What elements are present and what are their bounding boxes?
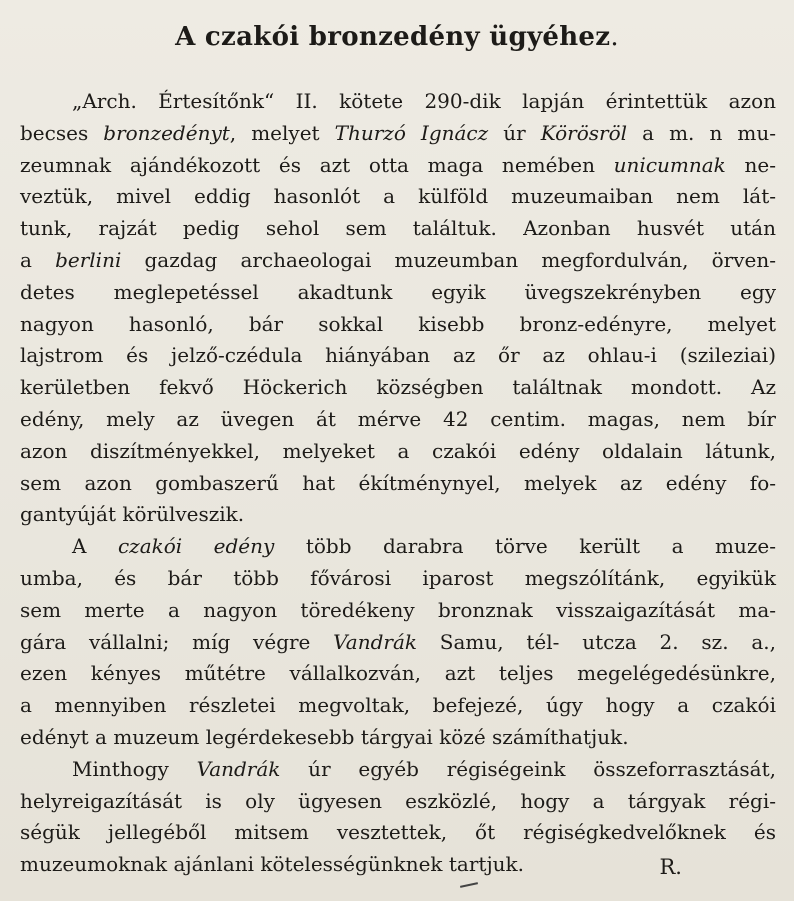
text-run: ségük jellegéből mitsem vesztettek, őt régiségkedvelőknek és xyxy=(20,820,776,845)
italic-run: bronzedényt xyxy=(103,120,230,145)
text-run: a mennyiben részletei megvoltak, befejezé, úgy hogy a czakói xyxy=(20,693,776,718)
text-run: zeumnak ajándékozott és azt otta maga nemében xyxy=(20,152,614,177)
text-run: úr xyxy=(488,120,541,145)
text-line xyxy=(20,181,776,213)
text-run: kerületben fekvő Höckerich községben találtnak mondott. Az xyxy=(20,375,776,400)
text-run: gantyúját körülveszik. xyxy=(20,502,245,527)
signature: R. xyxy=(659,855,682,879)
text-run: detes meglepetéssel akadtunk egyik üvegszekrényben egy xyxy=(20,279,776,304)
text-run: gára vállalni; míg végre xyxy=(20,629,334,654)
text-run: lajstrom és jelző-czédula hiányában az őr az ohlau-i (szileziai) xyxy=(20,343,776,368)
text-run: helyreigazítását is oly ügyesen eszközlé, hogy a tárgyak régi- xyxy=(20,788,776,813)
text-run: gazdag archaeologai muzeumban megfordulván, örven- xyxy=(121,247,777,272)
italic-run: Vandrák xyxy=(196,756,281,781)
text-line xyxy=(20,786,776,818)
text-line xyxy=(20,436,776,468)
text-run: umba, és bár több fővárosi iparost megszólítánk, egyikük xyxy=(20,565,776,590)
text-line xyxy=(20,595,776,627)
text-line xyxy=(20,213,776,245)
text-run: úr egyéb régiségeink összeforrasztását, xyxy=(280,756,776,781)
text-run: a xyxy=(20,247,56,272)
text-run: sem azon gombaszerű hat ékítménynyel, melyek az edény fo- xyxy=(20,470,776,495)
text-line xyxy=(20,340,776,372)
text-run: ezen kényes műtétre vállalkozván, azt teljes megelégedésünkre, xyxy=(20,661,776,686)
text-run: a m. n mu- xyxy=(627,120,777,145)
italic-run: Thurzó Ignácz xyxy=(334,120,489,145)
text-run: edény, mely az üvegen át mérve 42 centim. magas, nem bír xyxy=(20,406,776,431)
text-line xyxy=(20,309,776,341)
italic-run: unicumnak xyxy=(613,152,726,177)
text-run: ne- xyxy=(725,152,776,177)
text-run: edényt a muzeum legérdekesebb tárgyai közé számíthatjuk. xyxy=(20,724,629,749)
text-run: , melyet xyxy=(229,120,335,145)
paragraph xyxy=(20,531,776,754)
article-title xyxy=(0,22,794,52)
text-line xyxy=(20,531,776,563)
article-body xyxy=(20,86,776,881)
text-line xyxy=(20,372,776,404)
print-mark xyxy=(460,882,478,888)
text-line xyxy=(20,150,776,182)
text-line xyxy=(20,277,776,309)
text-line xyxy=(20,563,776,595)
text-run: sem merte a nagyon töredékeny bronznak visszaigazítását ma- xyxy=(20,597,776,622)
italic-run: Körösröl xyxy=(540,120,628,145)
text-run: muzeumoknak ajánlani kötelességünknek tartjuk. xyxy=(20,852,525,877)
text-run: nagyon hasonló, bár sokkal kisebb bronz-edényre, melyet xyxy=(20,311,776,336)
text-line xyxy=(20,690,776,722)
article-title-period: . xyxy=(610,22,619,52)
text-run: Minthogy xyxy=(72,756,197,781)
text-line xyxy=(20,817,776,849)
italic-run: czakói edény xyxy=(117,534,275,559)
text-line xyxy=(20,627,776,659)
text-line xyxy=(20,722,776,754)
text-line xyxy=(20,468,776,500)
text-run: Samu, tél- utcza 2. sz. a., xyxy=(417,629,776,654)
paragraph xyxy=(20,86,776,531)
text-run: „Arch. Értesítőnk“ II. kötete 290-dik lapján érintettük azon xyxy=(72,89,776,113)
text-line xyxy=(20,658,776,690)
text-run: A xyxy=(72,534,118,559)
italic-run: Vandrák xyxy=(333,629,417,654)
text-line xyxy=(20,404,776,436)
text-run: tunk, rajzát pedig sehol sem találtuk. Azonban husvét után xyxy=(20,216,776,241)
text-line xyxy=(20,754,776,786)
text-run: több darabra törve került a muze- xyxy=(274,534,776,559)
text-line xyxy=(20,245,776,277)
text-line xyxy=(20,86,776,118)
italic-run: berlini xyxy=(55,247,122,272)
text-line xyxy=(20,118,776,150)
text-run: becses xyxy=(20,120,104,145)
article-title-text: A czakói bronzedény ügyéhez xyxy=(175,22,611,52)
text-run: veztük, mivel eddig hasonlót a külföld muzeumaiban nem lát- xyxy=(20,184,776,209)
text-line xyxy=(20,499,776,531)
text-run: azon diszítményekkel, melyeket a czakói edény oldalain látunk, xyxy=(20,438,776,463)
